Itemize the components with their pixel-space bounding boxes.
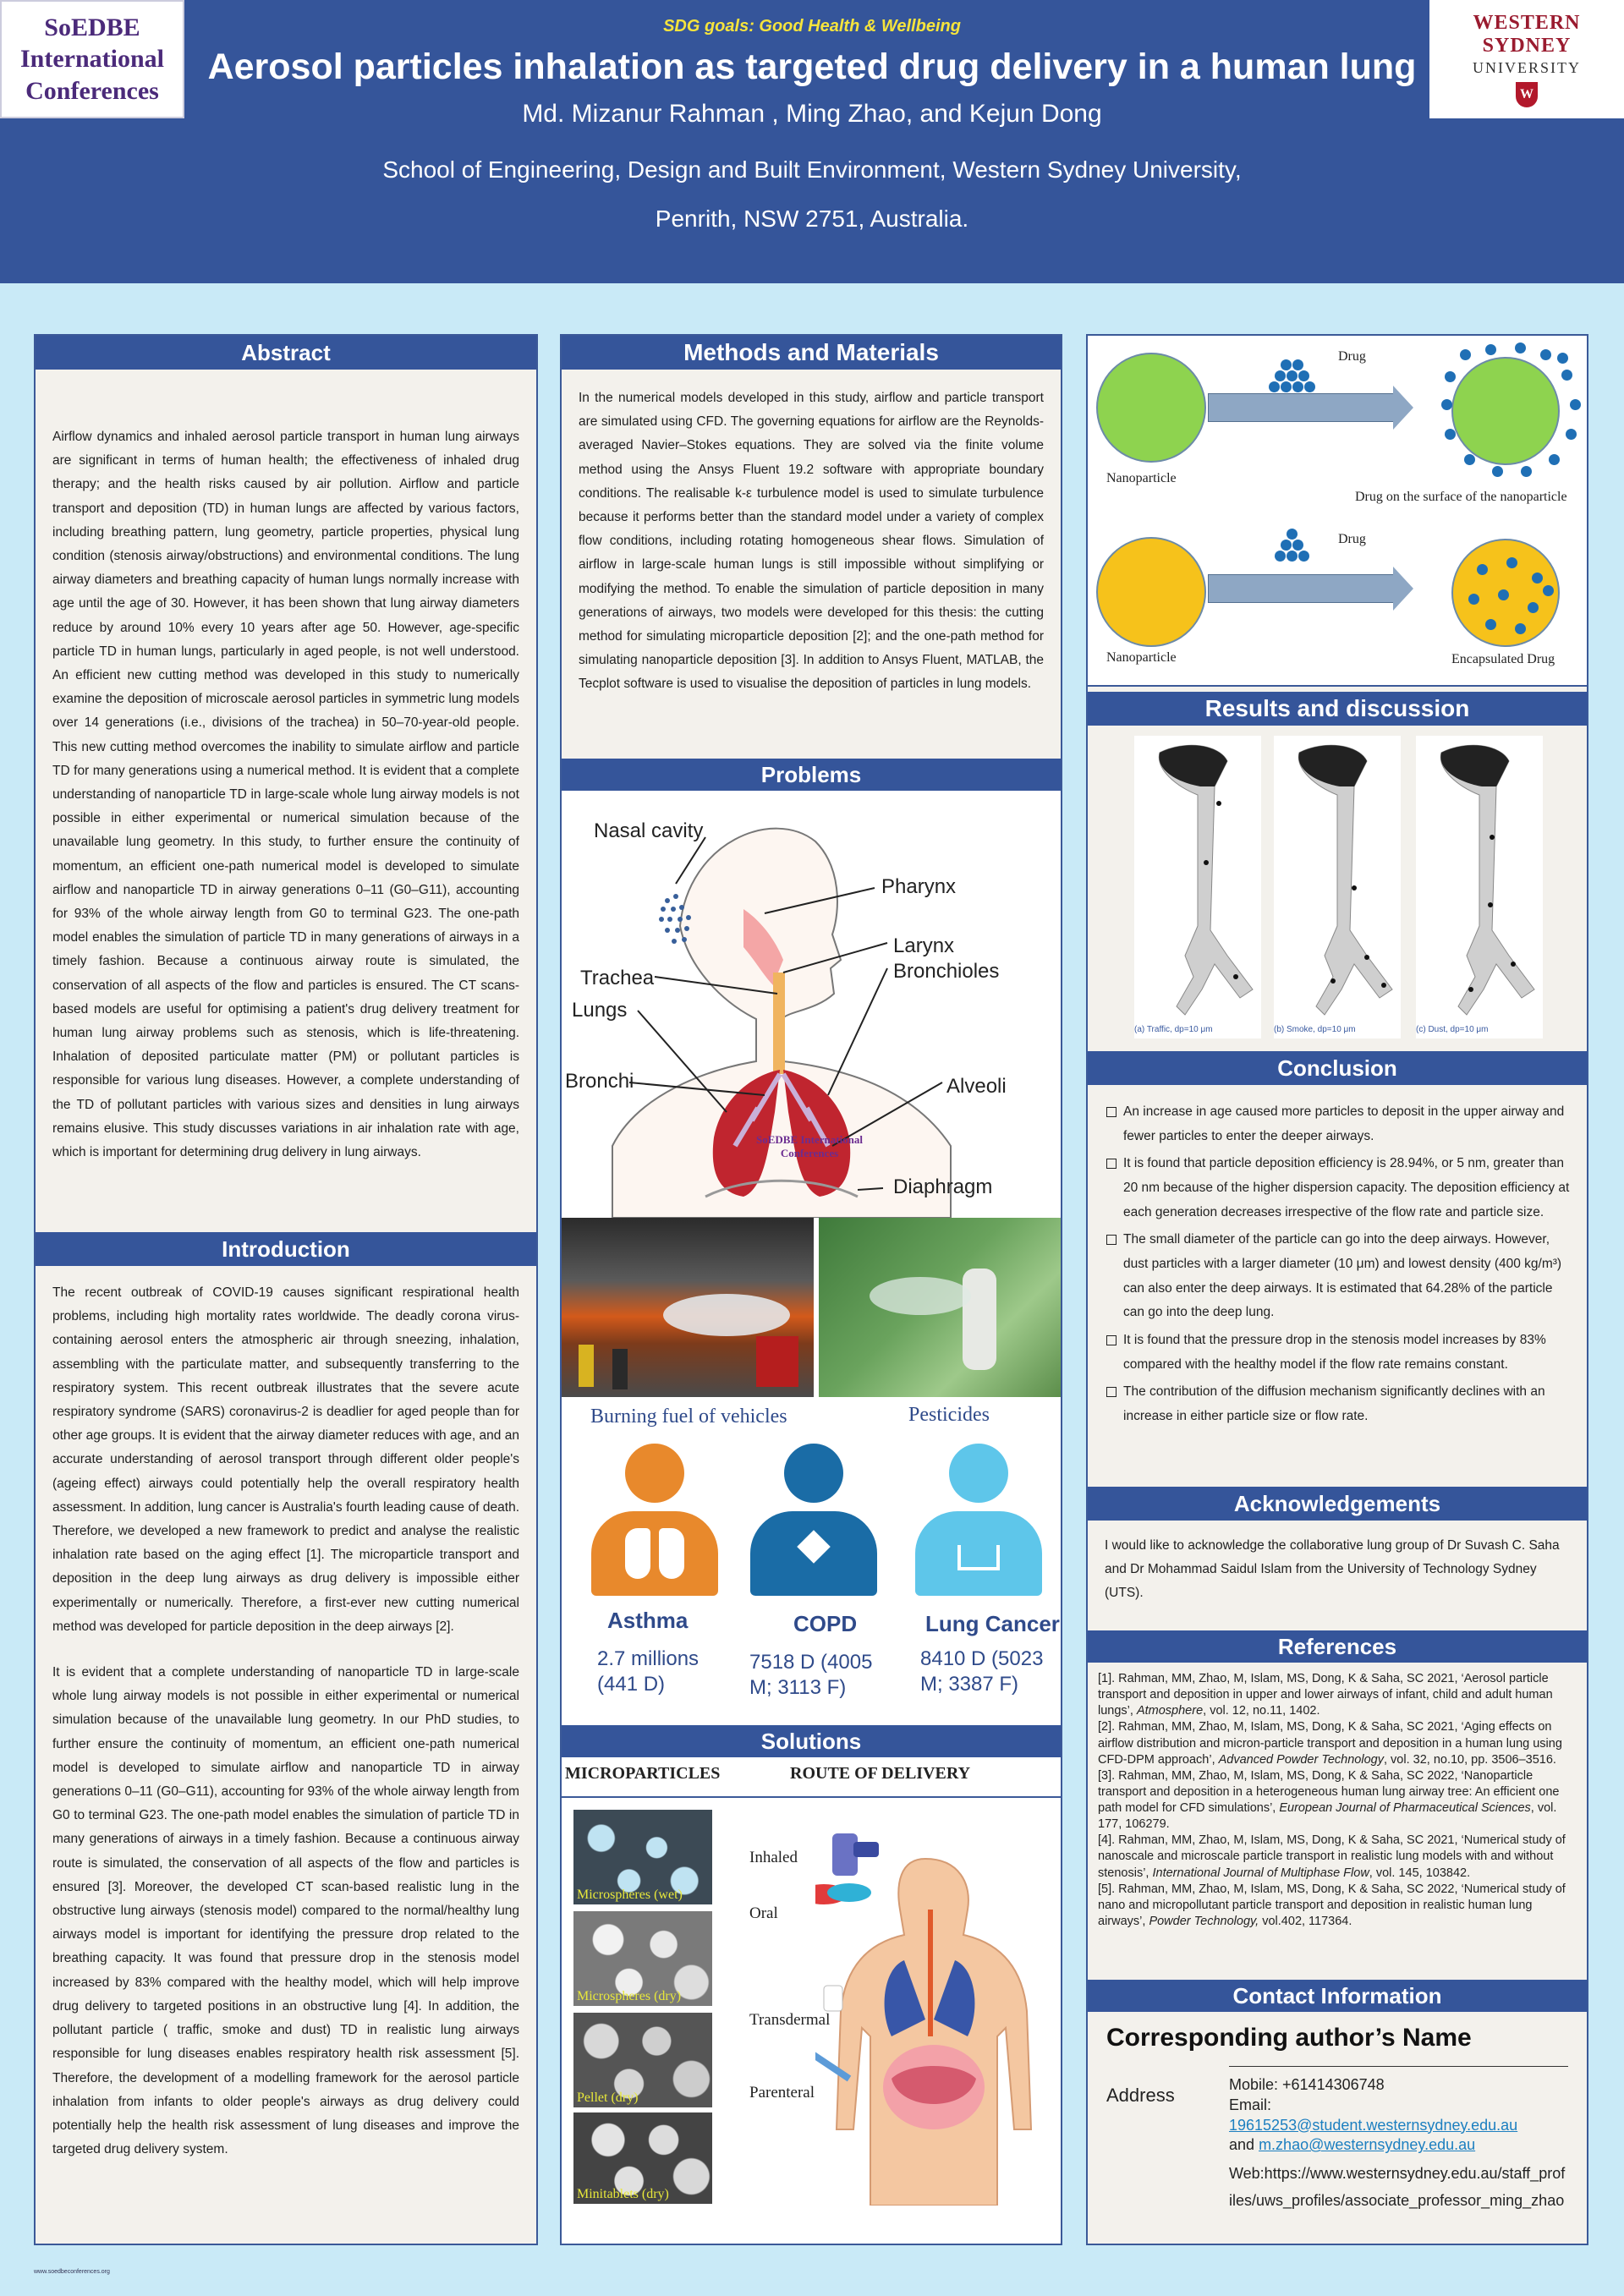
pesticides-photo bbox=[819, 1218, 1061, 1397]
nanoparticle-label-2: Nanoparticle bbox=[1106, 650, 1177, 665]
nanoparticle-label-1: Nanoparticle bbox=[1106, 471, 1177, 485]
wsu-shield-icon: W bbox=[1516, 82, 1538, 107]
minitablets-dry-image bbox=[573, 2112, 712, 2204]
disease-lung-cancer-value: 8410 D (5023 M; 3387 F) bbox=[920, 1647, 1044, 1696]
contact-section bbox=[1088, 2012, 1587, 2226]
caption-pesticides: Pesticides bbox=[908, 1404, 990, 1426]
result-caption-dust: (c) Dust, dp=10 μm bbox=[1416, 1025, 1489, 1034]
arrow-right-icon bbox=[1208, 393, 1394, 422]
results-figure bbox=[1088, 726, 1587, 1051]
micro-label-dry: Microspheres (dry) bbox=[577, 1989, 682, 2003]
disease-stats bbox=[562, 1433, 1061, 1725]
methods-heading: Methods and Materials bbox=[562, 336, 1061, 370]
right-column bbox=[1086, 334, 1588, 2245]
introduction-body bbox=[36, 1266, 536, 2178]
solutions-figure bbox=[562, 1757, 1061, 2206]
conclusion-item: The small diameter of the particle can go into the deep airways. However, dust particles with a larger diameter (10 μm) and lowest density (400 kg/m³) can also enter the deep airways. It is estimated that 64.28% of the particle can go into the deep lung. bbox=[1105, 1228, 1570, 1325]
route-oral: Oral bbox=[749, 1904, 778, 1922]
address-label: Address bbox=[1106, 2085, 1175, 2106]
label-nasal-cavity: Nasal cavity bbox=[594, 819, 704, 842]
lung-airway-model-dust bbox=[1416, 736, 1543, 1038]
nanoparticle-green-circle bbox=[1096, 353, 1206, 463]
references-list bbox=[1088, 1663, 1587, 1980]
contact-email-label: Email: bbox=[1229, 2096, 1272, 2113]
watermark-line2: Conferences bbox=[780, 1147, 839, 1159]
affiliation-line1: School of Engineering, Design and Built Environment, Western Sydney University, bbox=[382, 156, 1242, 183]
disease-asthma-name: Asthma bbox=[607, 1608, 689, 1633]
drug-coated-nanoparticle bbox=[1451, 357, 1560, 465]
disease-copd-value: 7518 D (4005 M; 3113 F) bbox=[749, 1651, 873, 1699]
acknowledgements-heading: Acknowledgements bbox=[1088, 1487, 1587, 1521]
lung-airway-model-traffic bbox=[1134, 736, 1261, 1038]
drug-surface-label: Drug on the surface of the nanoparticle bbox=[1355, 490, 1567, 504]
acknowledgements-text: I would like to acknowledge the collaborative lung group of Dr Suvash C. Saha and Dr Mohammad Saidul Islam from the University of Technology Sydney (UTS). bbox=[1105, 1538, 1560, 1601]
label-larynx: Larynx bbox=[893, 934, 955, 957]
pellet-dry-image bbox=[573, 2013, 712, 2107]
abstract-heading: Abstract bbox=[36, 336, 536, 370]
left-column bbox=[34, 334, 538, 2245]
middle-column bbox=[560, 334, 1062, 2245]
micro-label-wet: Microspheres (wet) bbox=[577, 1888, 683, 1902]
micro-label-minitablets: Minitablets (dry) bbox=[577, 2187, 669, 2201]
disease-lung-cancer-name: Lung Cancer bbox=[925, 1611, 1060, 1636]
reference-item: [2]. Rahman, MM, Zhao, M, Islam, MS, Dong, K & Saha, SC 2021, ‘Aging effects on airflow distribution and micron-particle transport and deposition in a human lung using CFD-DPM approach’, Advanced Powder Technology, vol. 32, no.10, pp. 3506–3516. bbox=[1098, 1720, 1562, 1767]
conclusion-item: The contribution of the diffusion mechanism significantly declines with an increase in either particle size or flow rate. bbox=[1105, 1380, 1570, 1428]
problems-heading: Problems bbox=[562, 759, 1061, 791]
contact-email-staff-link[interactable]: m.zhao@westernsydney.edu.au bbox=[1259, 2136, 1476, 2154]
abstract-text: Airflow dynamics and inhaled aerosol particle transport in human lung airways are significant in terms of human health; the effectiveness of inhaled drug therapy; and the health risks caused by air pollution. Airflow and particle transport and deposition (TD) in human lungs are affected by various factors, including breathing pattern, lung geometry, particle properties, physical lung condition (stenosis airway/obstructions) and environmental conditions. The lung airway diameters and breathing capacity of human lungs normally increase with age until the age of 30. However, it has been shown that lung airway diameters reduce by around 10% every 10 years after age 50. However, age-specific particle TD in human lungs, particularly in aged people, is not well understood. An efficient new cutting method was developed in this study to numerically examine the deposition of microscale aerosol particles in symmetric lung models over 14 generations (i.e., divisions of the trachea) in 50–70-year-old people. This new cutting method overcomes the inability to simulate airflow and particle TD for many generations using a numerical method. It is evident that a complete understanding of nanoparticle TD in large-scale whole lung airway models is not possible in either experimental or numerical simulation because of the unavailable lung geometry. In this study, to further ensure the continuity of momentum, an efficient one-path numerical model is developed to simulate airflow and nanoparticle TD in airway generations 0–11 (G0–G11), accounting for 93% of the whole airway length from G0 to terminal G23. The one-path model enables the simulation of particle TD in many generations of airways in a timely fashion. Because a continuous airway route is simulated, the conservation of all aspects of the flow and particles is ensured. The CT scans-based models are useful for optimising a patient's drug delivery treatment for human lung airway problems such as stenosis, which is life-threatening. Inhalation of deposited particulate matter (PM) or pollutant particles is responsible for various lung diseases. However, a complete understanding of the TD of pollutant particles with various sizes and densities in lung airways remains elusive. This study discusses variations in air inhalation rate with age, which is important for determining drug delivery in lung airways. bbox=[52, 430, 519, 1160]
results-heading: Results and discussion bbox=[1088, 692, 1587, 726]
result-caption-smoke: (b) Smoke, dp=10 μm bbox=[1274, 1025, 1356, 1034]
conclusion-item: It is found that the pressure drop in the stenosis model increases by 83% compared with the healthy model if the flow rate remains constant. bbox=[1105, 1329, 1570, 1377]
micro-label-pellet: Pellet (dry) bbox=[577, 2091, 639, 2105]
label-diaphragm: Diaphragm bbox=[893, 1175, 993, 1198]
route-transdermal: Transdermal bbox=[749, 2011, 831, 2029]
lung-airway-model-smoke bbox=[1274, 736, 1401, 1038]
sdg-tagline: SDG goals: Good Health & Wellbeing bbox=[663, 17, 961, 36]
contact-web[interactable]: Web:https://www.westernsydney.edu.au/staff_profiles/uws_profiles/associate_professor_ming_zhao bbox=[1229, 2165, 1566, 2209]
lung-cancer-icon bbox=[907, 1444, 1051, 1596]
route-inhaled: Inhaled bbox=[749, 1849, 798, 1866]
result-caption-traffic: (a) Traffic, dp=10 μm bbox=[1134, 1025, 1213, 1034]
label-lungs: Lungs bbox=[572, 999, 628, 1022]
solutions-route-heading: ROUTE OF DELIVERY bbox=[790, 1764, 971, 1783]
reference-item: [4]. Rahman, MM, Zhao, M, Islam, MS, Dong, K & Saha, SC 2021, ‘Numerical study of nanoscale and microscale particle transport in realistic lung models with and without stenosis’, International Journal of Multiphase Flow, vol. 145, 103842. bbox=[1098, 1833, 1566, 1880]
reference-item: [5]. Rahman, MM, Zhao, M, Islam, MS, Dong, K & Saha, SC 2022, ‘Numerical study of nano and micropollutant particle transport and deposition in realistic human lung airways’, Powder Technology, vol.402, 117364. bbox=[1098, 1882, 1566, 1928]
contact-email-student-link[interactable]: 19615253@student.westernsydney.edu.au bbox=[1229, 2116, 1518, 2134]
contact-and: and bbox=[1229, 2136, 1255, 2154]
logo-left-line2: Conferences bbox=[25, 76, 159, 105]
affiliation-line2: Penrith, NSW 2751, Australia. bbox=[655, 205, 969, 232]
burning-fuel-photo bbox=[562, 1218, 814, 1397]
label-pharynx: Pharynx bbox=[881, 875, 957, 898]
corresponding-author-name: Corresponding author’s Name bbox=[1106, 2024, 1472, 2052]
arrow-right-icon bbox=[1208, 574, 1394, 603]
copd-icon bbox=[746, 1444, 881, 1596]
introduction-para2: It is evident that a complete understanding of nanoparticle TD in large-scale whole lung airway models is not possible in either experimental or numerical simulation because of the unavailable lung geometry. In our PhD studies, to further ensure the continuity of momentum, an efficient one-path numerical model is developed to simulate airflow and nanoparticle TD in airway generations 0–11 (G0–G11), accounting for 93% of the whole airway length from G0 to terminal G23. The one-path model enables the simulation of particle TD in many generations of airways in a timely fashion. Because a continuous airway route is simulated, the conservation of all aspects of the flow and particles is ensured [3]. Moreover, the developed CT scan-based realistic lung in the obstructive lung airways (stenosis model) compared to the normal/healthy lung airways model is important for identifying the pressure drop related to the breathing capacity. It was found that pressure drop in the stenosis model increased by 83% compared with the healthy model, which will help improve drug delivery to targeted positions in an obstructive lung [4]. In addition, the pollutant particle ( traffic, smoke and dust) TD in realistic lung airways responsible for lung diseases enables respiratory health risk assessment [5]. Therefore, the development of a modelling framework for the aerosol particle inhalation from infants to older people's airways as drug delivery could potentially help the health risk assessment of lung diseases and improve the targeted drug delivery system. bbox=[52, 1665, 519, 2157]
methods-text: In the numerical models developed in this study, airflow and particle transport are simulated using CFD. The governing equations for airflow are the Reynolds-averaged Navier–Stokes equations. They are solved via the finite volume method using the Ansys Fluent 19.2 software with appropriate boundary conditions. The realisable k-ε turbulence model is used to simulate turbulence because it performs better than the standard model under a variety of complex flow conditions, including rotating homogeneous shear flows. Simulation of airflow in large-scale human lungs is still impossible without simplifying or modifying the method. To enable the simulation of particle deposition in many generations of airways, two models were developed for this thesis: the cutting method for simulating microparticle deposition [2]; and the one-path method for simulating nanoparticle deposition [3]. In addition to Ansys Fluent, MATLAB, the Tecplot software is used to visualise the deposition of particles in lung models. bbox=[562, 370, 1061, 759]
drug-nanoparticle-figure bbox=[1088, 336, 1587, 687]
label-trachea: Trachea bbox=[580, 967, 655, 989]
microspheres-dry-image bbox=[573, 1911, 712, 2006]
figure-watermark bbox=[746, 1133, 873, 1160]
poster-title: Aerosol particles inhalation as targeted drug delivery in a human lung bbox=[207, 47, 1417, 87]
poster-header bbox=[0, 0, 1624, 283]
label-bronchioles: Bronchioles bbox=[893, 960, 1000, 983]
conclusion-item: It is found that particle deposition efficiency is 28.94%, or 5 nm, greater than 20 nm because of the higher dispersion capacity. The deposition efficiency at each generation decreases irrespective of the flow rate and particle size. bbox=[1105, 1152, 1570, 1225]
reference-item: [1]. Rahman, MM, Zhao, M, Islam, MS, Dong, K & Saha, SC 2021, ‘Aerosol particle transport and deposition in upper and lower airways of infant, child and adult human lungs’, Atmosphere, vol. 12, no.11, 1402. bbox=[1098, 1672, 1553, 1718]
pollution-photos bbox=[562, 1218, 1061, 1433]
disease-asthma-value: 2.7 millions (441 D) bbox=[597, 1647, 700, 1696]
logo-left-line1: SoEDBE International bbox=[19, 13, 164, 74]
introduction-heading: Introduction bbox=[36, 1232, 536, 1266]
references-heading: References bbox=[1088, 1630, 1587, 1663]
contact-mobile: Mobile: +61414306748 bbox=[1229, 2076, 1385, 2093]
conclusion-heading: Conclusion bbox=[1088, 1051, 1587, 1085]
footer-url: www.soedbeconferences.org bbox=[34, 2269, 110, 2275]
drug-label-1: Drug bbox=[1338, 349, 1366, 364]
solutions-microparticles-heading: MICROPARTICLES bbox=[565, 1764, 721, 1783]
nanoparticle-yellow-circle bbox=[1096, 537, 1206, 647]
drug-label-2: Drug bbox=[1338, 532, 1366, 546]
label-bronchi: Bronchi bbox=[565, 1070, 634, 1093]
reference-item: [3]. Rahman, MM, Zhao, M, Islam, MS, Dong, K & Saha, SC 2022, ‘Nanoparticle transport and deposition in a heterogeneous human lung airway tree: An efficient one path model for CFD simulations’, European Journal of Pharmaceutical Sciences, vol. 177, 106279. bbox=[1098, 1768, 1560, 1832]
introduction-para1: The recent outbreak of COVID-19 causes significant respirational health problems, including high mortality rates worldwide. The deadly corona virus-containing aerosol enters the atmospheric air through sneezing, inhalation, assembling with the particulate matter, and subsequently transferring to the respiratory system. This recent outbreak illustrates that the severe acute respiratory syndrome (SARS) coronavirus-2 is deadlier for aged people than for other age groups. It is evident that the airway diameter reduces with age, and an accurate understanding of aerosol transport through different older people's (ageing effect) airways could potentially help the overall respiratory health assessment. In addition, lung cancer is Australia's fourth leading cause of death. Therefore, we developed a new framework to predict and analyse the realistic inhalation rate based on the aging effect [1]. The microparticle transport and deposition in the deep lung airways as drug delivery is impossible either experimentally or numerically. Therefore, a first-ever new cutting numerical method was developed for particle deposition in the deep airways [2]. bbox=[52, 1285, 519, 1634]
respiratory-diagram bbox=[562, 791, 1061, 1218]
authors: Md. Mizanur Rahman , Ming Zhao, and Kejun Dong bbox=[522, 100, 1102, 128]
microspheres-wet-image bbox=[573, 1810, 712, 1904]
encapsulated-drug-label: Encapsulated Drug bbox=[1451, 652, 1555, 666]
asthma-icon bbox=[579, 1444, 731, 1596]
body-delivery-figure bbox=[815, 1808, 1052, 2206]
caption-burning-fuel: Burning fuel of vehicles bbox=[590, 1406, 787, 1427]
wsu-logo bbox=[1429, 0, 1624, 118]
solutions-heading: Solutions bbox=[562, 1725, 1061, 1757]
disease-copd-name: COPD bbox=[793, 1611, 858, 1636]
wsu-logo-line1: WESTERN SYDNEY bbox=[1473, 11, 1581, 57]
conclusion-item: An increase in age caused more particles to deposit in the upper airway and fewer particles to enter the deeper airways. bbox=[1105, 1100, 1570, 1148]
label-alveoli: Alveoli bbox=[946, 1075, 1007, 1098]
contact-heading: Contact Information bbox=[1088, 1980, 1587, 2012]
wsu-logo-line2: UNIVERSITY bbox=[1473, 58, 1581, 76]
route-parenteral: Parenteral bbox=[749, 2084, 815, 2101]
conclusion-list bbox=[1088, 1085, 1587, 1487]
watermark-line1: SoEDBE International bbox=[755, 1133, 864, 1146]
